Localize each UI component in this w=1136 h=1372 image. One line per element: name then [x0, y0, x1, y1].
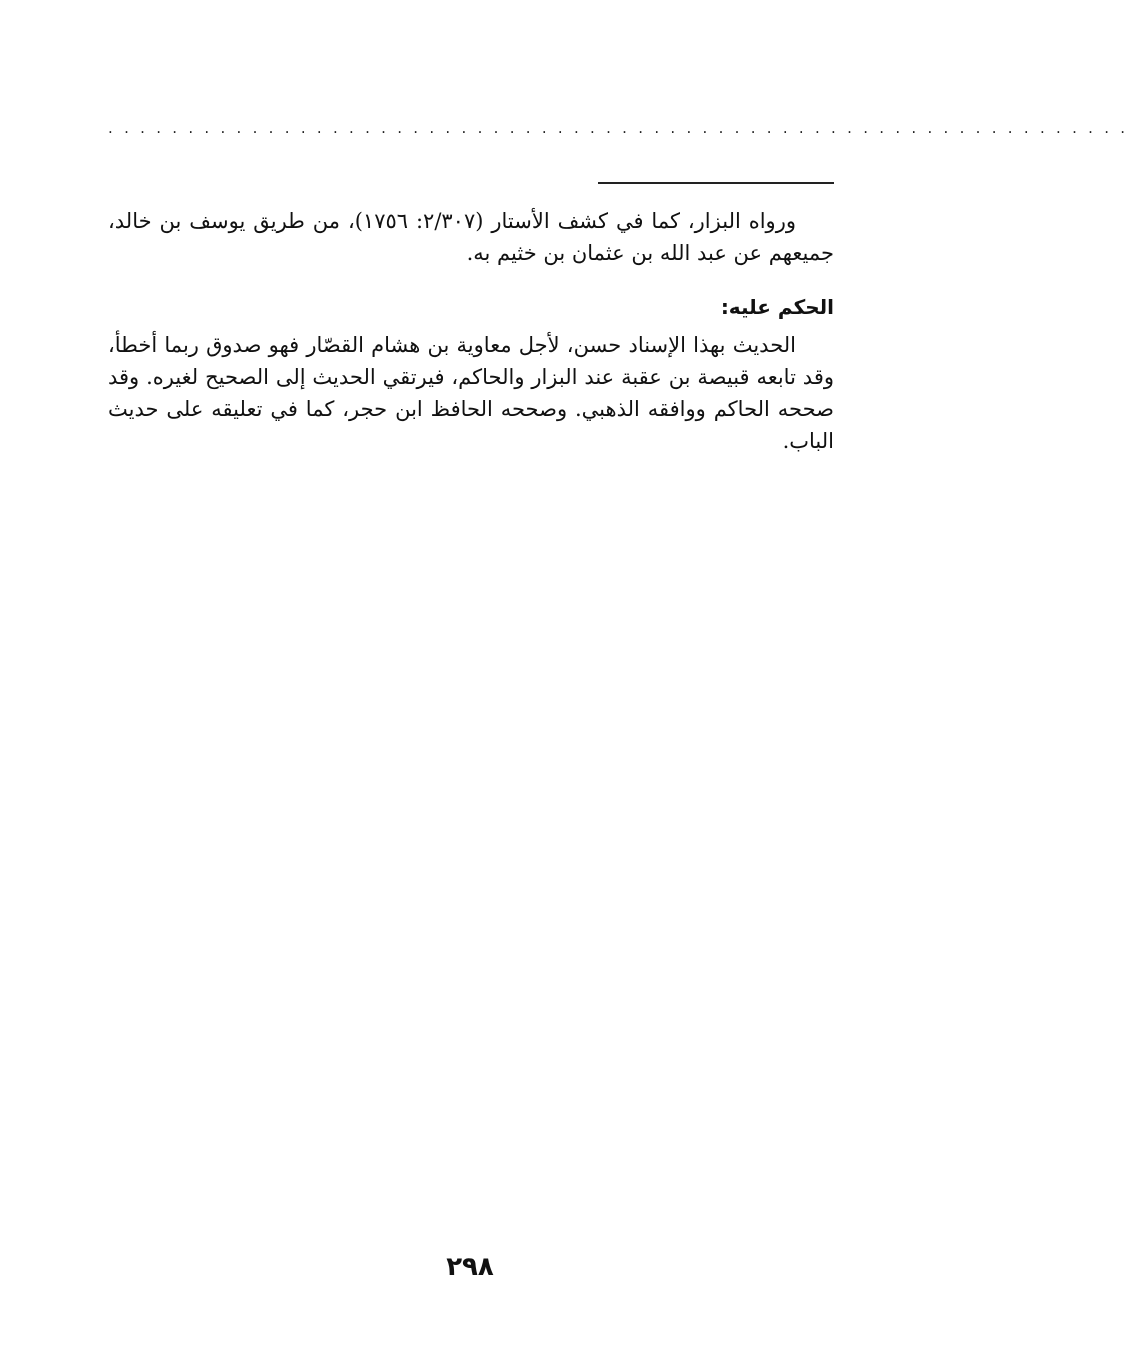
footnote-paragraph: ورواه البزار، كما في كشف الأستار (٢/٣٠٧: ١٧٥٦)، من طريق يوسف بن خالد، جميعهم عن عبد الله بن عثمان بن خثيم به.: [108, 209, 834, 265]
ruling-heading: الحكم عليه:: [720, 295, 834, 319]
page-content: [108, 205, 834, 457]
footnote-rule: [598, 182, 834, 184]
ruling-paragraph: الحديث بهذا الإسناد حسن، لأجل معاوية بن هشام القصّار فهو صدوق ربما أخطأ، وقد تابعه قبيصة بن عقبة عند البزار والحاكم، فيرتقي الحديث إلى الصحيح لغيره. وقد صححه الحاكم ووافقه الذهبي. وصححه الحافظ ابن حجر، كما في تعليقه على حديث الباب.: [108, 333, 834, 453]
dotted-separator: ................................................................: [108, 119, 1136, 137]
page-number: ٢٩٨: [446, 1252, 494, 1282]
